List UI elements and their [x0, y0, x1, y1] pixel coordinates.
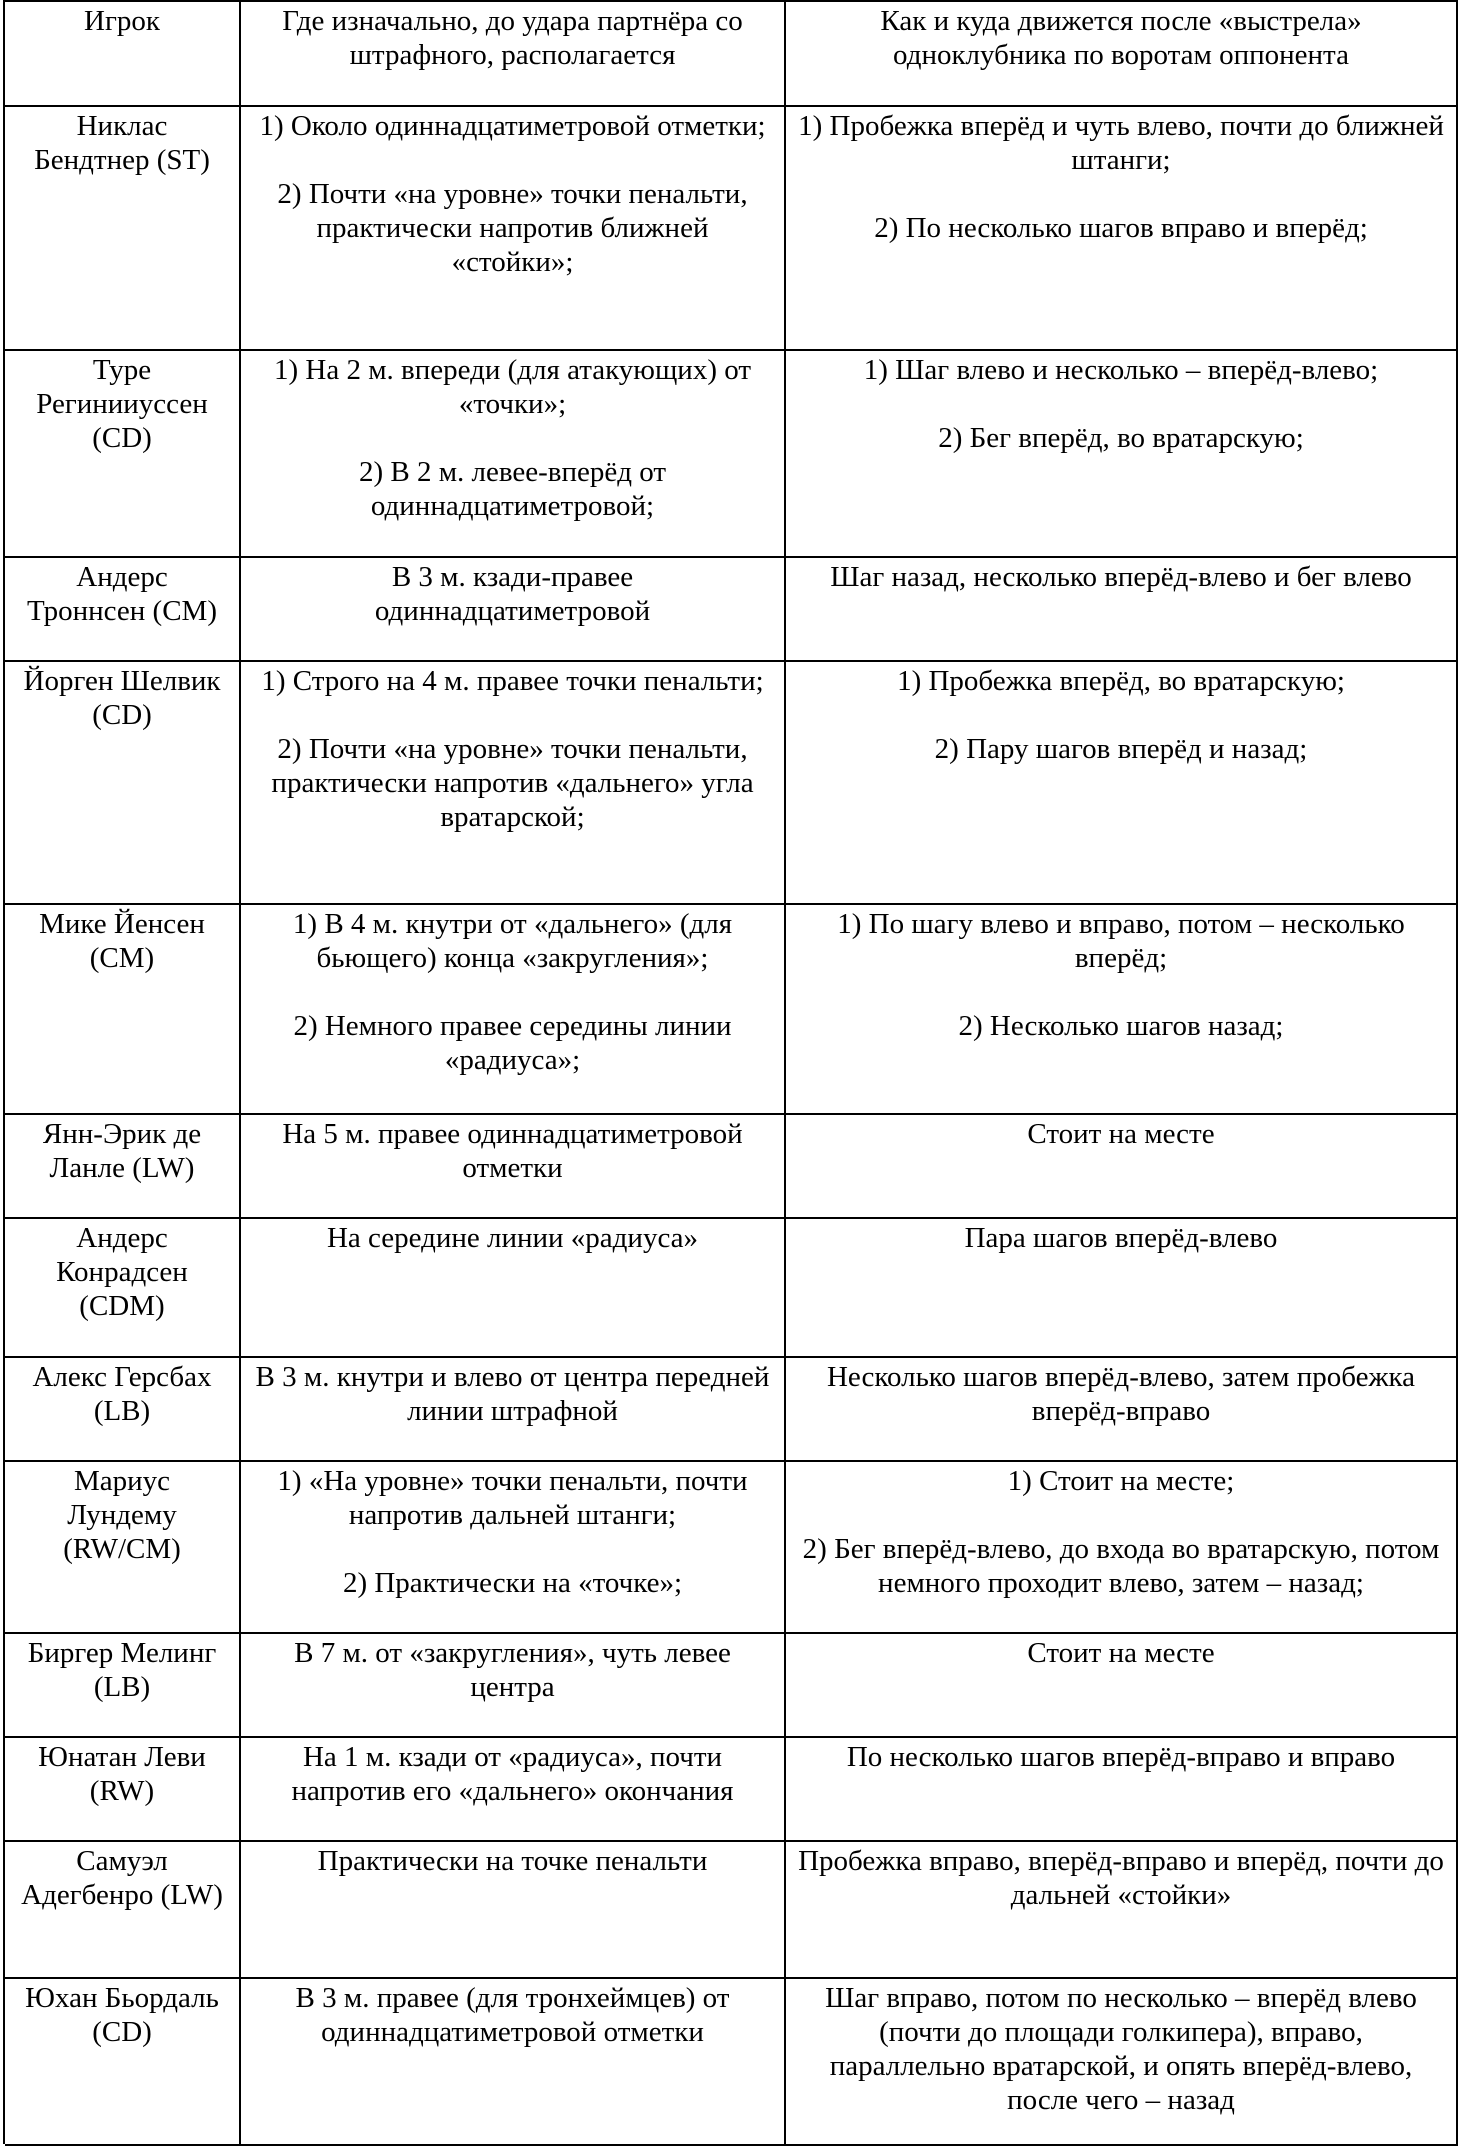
movement-cell	[786, 558, 1458, 662]
paragraph-gap	[798, 177, 1444, 211]
cell-paragraph: 1) Стоит на месте;	[1007, 1465, 1235, 1497]
player-cell: Юнатан Леви (RW)	[5, 1738, 241, 1842]
cell-paragraph: 1) Шаг влево и несколько – вперёд-влево;	[863, 354, 1379, 386]
cell-paragraph: 1) Строго на 4 м. правее точки пенальти;	[261, 665, 764, 697]
cell-paragraph: Пара шагов вперёд-влево	[964, 1222, 1278, 1254]
movement-cell	[786, 1634, 1458, 1738]
start-position-cell	[241, 1979, 786, 2146]
cell-paragraph: Стоит на месте	[1027, 1637, 1215, 1669]
table-row	[5, 1979, 1458, 2146]
table-row	[5, 1634, 1458, 1738]
table-row	[5, 1115, 1458, 1219]
player-cell: Йорген Шелвик (CD)	[5, 662, 241, 905]
cell-paragraph: 2) Пару шагов вперёд и назад;	[934, 733, 1308, 765]
player-cell: Андерс Троннсен (CM)	[5, 558, 241, 662]
start-position-cell	[241, 1115, 786, 1219]
start-position-cell	[241, 1842, 786, 1979]
start-position-cell	[241, 1634, 786, 1738]
cell-paragraph: Несколько шагов вперёд-влево, затем пробежка вперёд-вправо	[826, 1361, 1416, 1427]
player-cell: Самуэл Адегбенро (LW)	[5, 1842, 241, 1979]
player-cell: Мариус Лундему (RW/CM)	[5, 1462, 241, 1634]
movement-cell	[786, 1738, 1458, 1842]
player-cell: Биргер Мелинг (LB)	[5, 1634, 241, 1738]
header-movement: Как и куда движется после «выстрела» одноклубника по воротам оппонента	[786, 2, 1458, 107]
paragraph-gap	[798, 1498, 1444, 1532]
player-cell: Андерс Конрадсен (CDM)	[5, 1219, 241, 1358]
cell-paragraph: 2) Немного правее середины линии «радиуса»;	[293, 1010, 732, 1076]
movement-cell	[786, 1219, 1458, 1358]
table-row	[5, 1842, 1458, 1979]
paragraph-gap	[798, 698, 1444, 732]
movement-cell	[786, 1115, 1458, 1219]
movement-cell	[786, 1462, 1458, 1634]
paragraph-gap	[253, 143, 772, 177]
cell-paragraph: 1) В 4 м. кнутри от «дальнего» (для бьющего) конца «закругления»;	[292, 908, 733, 974]
cell-paragraph: 2) Почти «на уровне» точки пенальти, практически напротив ближней «стойки»;	[277, 178, 748, 278]
start-position-cell	[241, 905, 786, 1115]
table-row	[5, 351, 1458, 558]
cell-paragraph: Пробежка вправо, вперёд-вправо и вперёд, почти до дальней «стойки»	[798, 1845, 1444, 1911]
table-row	[5, 662, 1458, 905]
header-player: Игрок	[5, 2, 241, 107]
player-cell: Мике Йенсен (CM)	[5, 905, 241, 1115]
cell-paragraph: На 5 м. правее одиннадцатиметровой отметки	[282, 1118, 743, 1184]
start-position-cell	[241, 1358, 786, 1462]
movement-cell	[786, 662, 1458, 905]
cell-paragraph: 1) На 2 м. впереди (для атакующих) от «точки»;	[273, 354, 752, 420]
cell-paragraph: 1) Пробежка вперёд, во вратарскую;	[897, 665, 1345, 697]
cell-paragraph: Шаг вправо, потом по несколько – вперёд влево (почти до площади голкипера), вправо, параллельно вратарской, и опять вперёд-влево, после чего – назад	[825, 1982, 1417, 2116]
header-start-position: Где изначально, до удара партнёра со штрафного, располагается	[241, 2, 786, 107]
start-position-cell	[241, 558, 786, 662]
start-position-cell	[241, 1462, 786, 1634]
header-row	[5, 2, 1458, 107]
player-cell: Туре Регинииуссен (CD)	[5, 351, 241, 558]
movement-cell	[786, 107, 1458, 351]
table-row	[5, 1358, 1458, 1462]
player-cell: Алекс Герсбах (LB)	[5, 1358, 241, 1462]
cell-paragraph: На 1 м. кзади от «радиуса», почти напротив его «дальнего» окончания	[291, 1741, 734, 1807]
movement-cell	[786, 1842, 1458, 1979]
player-cell: Янн-Эрик де Ланле (LW)	[5, 1115, 241, 1219]
paragraph-gap	[798, 387, 1444, 421]
movement-cell	[786, 351, 1458, 558]
paragraph-gap	[253, 421, 772, 455]
cell-paragraph: 1) Около одиннадцатиметровой отметки;	[259, 110, 766, 142]
paragraph-gap	[253, 975, 772, 1009]
paragraph-gap	[798, 975, 1444, 1009]
movement-cell	[786, 1358, 1458, 1462]
movement-cell	[786, 905, 1458, 1115]
player-cell: Никлас Бендтнер (ST)	[5, 107, 241, 351]
table-row	[5, 1462, 1458, 1634]
start-position-cell	[241, 1738, 786, 1842]
cell-paragraph: На середине линии «радиуса»	[326, 1222, 699, 1254]
start-position-cell	[241, 1219, 786, 1358]
table-row	[5, 558, 1458, 662]
start-position-cell	[241, 107, 786, 351]
cell-paragraph: 2) Практически на «точке»;	[342, 1567, 683, 1599]
cell-paragraph: В 3 м. кнутри и влево от центра передней линии штрафной	[255, 1361, 770, 1427]
cell-paragraph: 2) По несколько шагов вправо и вперёд;	[874, 212, 1368, 244]
start-position-cell	[241, 662, 786, 905]
player-cell: Юхан Бьордаль (CD)	[5, 1979, 241, 2146]
cell-paragraph: 2) Несколько шагов назад;	[958, 1010, 1284, 1042]
start-position-cell	[241, 351, 786, 558]
table-row	[5, 905, 1458, 1115]
players-table	[3, 0, 1458, 2144]
cell-paragraph: 1) Пробежка вперёд и чуть влево, почти до ближней штанги;	[798, 110, 1444, 176]
cell-paragraph: 2) Почти «на уровне» точки пенальти, практически напротив «дальнего» угла вратарской;	[271, 733, 754, 833]
cell-paragraph: 1) «На уровне» точки пенальти, почти напротив дальней штанги;	[277, 1465, 748, 1531]
cell-paragraph: 1) По шагу влево и вправо, потом – несколько вперёд;	[837, 908, 1405, 974]
cell-paragraph: В 3 м. кзади-правее одиннадцатиметровой	[374, 561, 651, 627]
cell-paragraph: 2) Бег вперёд-влево, до входа во вратарскую, потом немного проходит влево, затем – назад;	[802, 1533, 1440, 1599]
cell-paragraph: Практически на точке пенальти	[317, 1845, 708, 1877]
table-row	[5, 1219, 1458, 1358]
cell-paragraph: Стоит на месте	[1027, 1118, 1215, 1150]
cell-paragraph: Шаг назад, несколько вперёд-влево и бег влево	[830, 561, 1412, 593]
table-row	[5, 1738, 1458, 1842]
paragraph-gap	[253, 698, 772, 732]
cell-paragraph: По несколько шагов вперёд-вправо и вправо	[846, 1741, 1396, 1773]
cell-paragraph: 2) Бег вперёд, во вратарскую;	[938, 422, 1304, 454]
table-row	[5, 107, 1458, 351]
cell-paragraph: В 3 м. правее (для тронхеймцев) от одиннадцатиметровой отметки	[295, 1982, 730, 2048]
cell-paragraph: В 7 м. от «закругления», чуть левее центра	[294, 1637, 731, 1703]
cell-paragraph: 2) В 2 м. левее-вперёд от одиннадцатиметровой;	[358, 456, 667, 522]
paragraph-gap	[253, 1532, 772, 1566]
movement-cell	[786, 1979, 1458, 2146]
